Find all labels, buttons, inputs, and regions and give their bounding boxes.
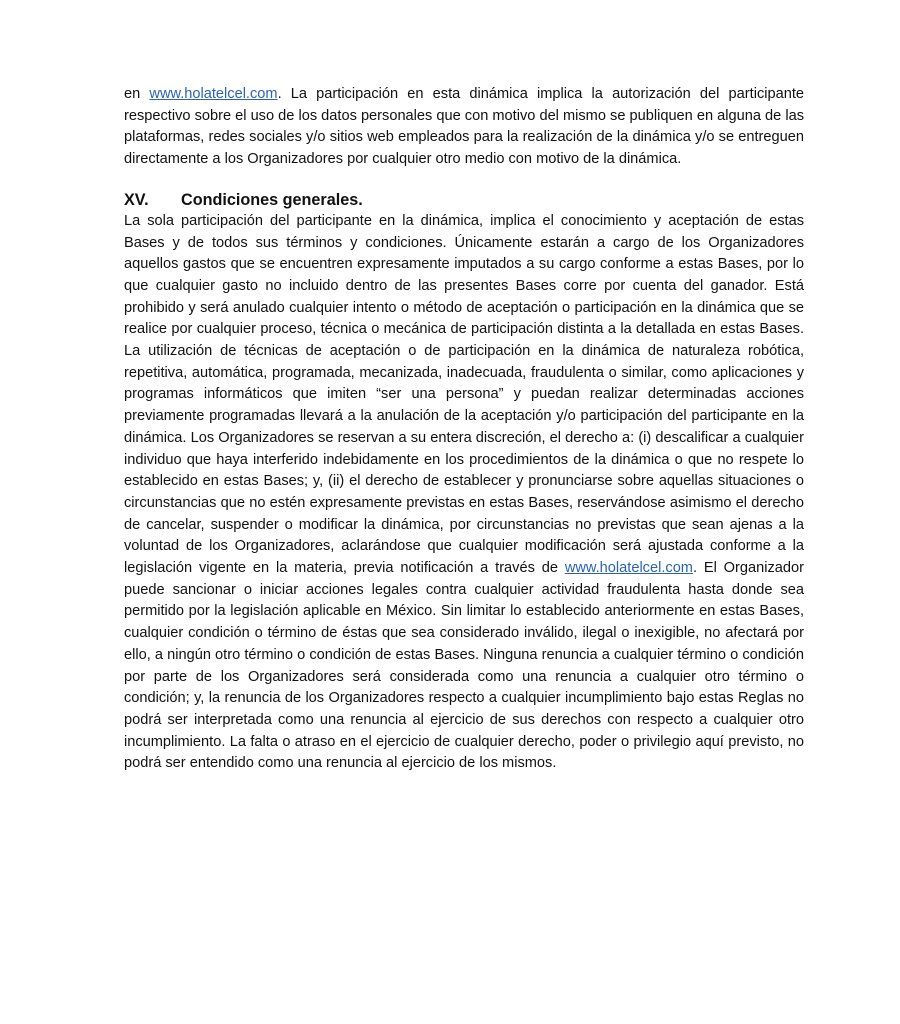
holatelcel-link[interactable]: www.holatelcel.com (149, 86, 278, 102)
body-part-2: . El Organizador puede sancionar o iniciar acciones legales contra cualquier actividad fraudulenta hasta donde sea permitido por la legislación aplicable en México. Sin limitar lo establecido anteriormente en estas Bases, cualquier condición o término de éstas que sea considerado inválido, ilegal o inexigible, no afectará por ello, a ningún otro término o condición de estas Bases. Ninguna renuncia a cualquier término o condición por parte de los Organizadores será considerada como una renuncia a cualquier otro término o condición; y, la renuncia de los Organizadores respecto a cualquier incumplimiento bajo estas Reglas no podrá ser interpretada como una renuncia al ejercicio de sus derechos con respecto a cualquier otro incumplimiento. La falta o atraso en el ejercicio de cualquier derecho, poder o privilegio aquí previsto, no podrá ser entendido como una renuncia al ejercicio de los mismos. (124, 560, 804, 772)
intro-prefix: en (124, 86, 150, 102)
document-page (124, 84, 804, 775)
section-title: Condiciones generales. (181, 190, 363, 209)
section-number: XV. (124, 190, 149, 209)
holatelcel-link-notification[interactable]: www.holatelcel.com (564, 560, 693, 577)
intro-text: . La participación en esta dinámica implica la autorización del participante respectivo sobre el uso de los datos personales que con motivo del mismo se publiquen en alguna de las plataformas, redes sociales y/o sitios web empleados para la realización de la dinámica y/o se entreguen directamente a los Organizadores por cualquier otro medio con motivo de la dinámica. (124, 86, 805, 168)
intro-paragraph (124, 84, 804, 171)
section-heading (124, 189, 804, 211)
general-conditions-paragraph (124, 211, 804, 775)
body-part-1: La sola participación del participante en la dinámica, implica el conocimiento y aceptación de estas Bases y de todos sus términos y condiciones. Únicamente estarán a cargo de los Organizadores aquellos gastos que se encuentren expresamente imputados a su cargo conforme a estas Bases, por lo que cualquier gasto no incluido dentro de las presentes Bases corre por cuenta del ganador. Está prohibido y será anulado cualquier intento o método de aceptación o participación en la dinámica que se realice por cualquier proceso, técnica o mecánica de participación distinta a la detallada en estas Bases. La utilización de técnicas de aceptación o de participación en la dinámica de naturaleza robótica, repetitiva, automática, programada, mecanizada, inadecuada, fraudulenta o similar, como aplicaciones y programas informáticos que imiten “ser una persona” y puedan realizar determinadas acciones previamente programadas llevará a la anulación de la aceptación y/o participación del participante en la dinámica. Los Organizadores se reservan a su entera discreción, el derecho a: (i) descalificar a cualquier individuo que haya interferido indebidamente en los procedimientos de la dinámica o que no respete lo establecido en estas Bases; y, (ii) el derecho de establecer y pronunciarse sobre aquellas situaciones o circunstancias que no estén expresamente previstas en estas Bases, reservándose asimismo el derecho de cancelar, suspender o modificar la dinámica, por circunstancias no previstas que sean ajenas a la voluntad de los Organizadores, aclarándose que cualquier modificación será ajustada conforme a la legislación vigente en la materia, previa notificación a través de (124, 212, 804, 577)
